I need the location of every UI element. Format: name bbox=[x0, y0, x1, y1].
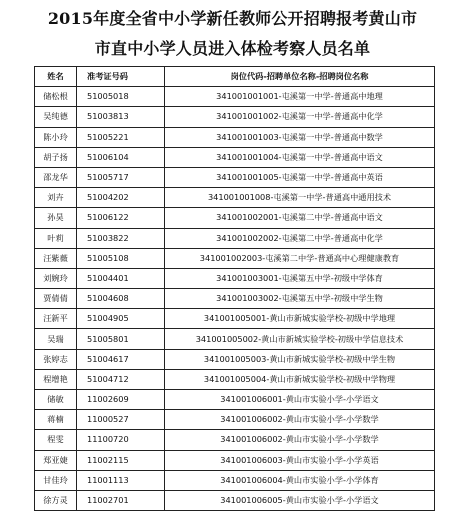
cell-position: 341001006002-黄山市实验小学-小学数学 bbox=[165, 410, 435, 430]
cell-exam-id: 51004712 bbox=[77, 369, 165, 389]
cell-name: 储松根 bbox=[35, 87, 77, 107]
cell-exam-id: 51003822 bbox=[77, 228, 165, 248]
table-body bbox=[35, 87, 435, 511]
table-row bbox=[35, 107, 435, 127]
cell-position: 341001003002-屯溪第五中学-初级中学生物 bbox=[165, 289, 435, 309]
cell-exam-id: 51005108 bbox=[77, 248, 165, 268]
header-name: 姓名 bbox=[35, 67, 77, 87]
cell-name: 郑亚婕 bbox=[35, 450, 77, 470]
document-title-line-2: 市直中小学人员进入体检考察人员名单 bbox=[94, 39, 371, 58]
cell-name: 贾倩倩 bbox=[35, 289, 77, 309]
cell-exam-id: 51005801 bbox=[77, 329, 165, 349]
cell-exam-id: 11000527 bbox=[77, 410, 165, 430]
table-row bbox=[35, 268, 435, 288]
cell-position: 341001001008-屯溪第一中学-普通高中通用技术 bbox=[165, 188, 435, 208]
cell-position: 341001001003-屯溪第一中学-普通高中数学 bbox=[165, 127, 435, 147]
cell-position: 341001001001-屯溪第一中学-普通高中地理 bbox=[165, 87, 435, 107]
candidate-table bbox=[34, 66, 435, 511]
cell-exam-id: 51006104 bbox=[77, 147, 165, 167]
cell-name: 陈小玲 bbox=[35, 127, 77, 147]
cell-position: 341001005004-黄山市新城实验学校-初级中学物理 bbox=[165, 369, 435, 389]
table-row bbox=[35, 390, 435, 410]
cell-position: 341001003001-屯溪第五中学-初级中学体育 bbox=[165, 268, 435, 288]
cell-name: 程雯 bbox=[35, 430, 77, 450]
cell-name: 汪新平 bbox=[35, 309, 77, 329]
cell-name: 邵龙华 bbox=[35, 167, 77, 187]
cell-name: 徐方灵 bbox=[35, 490, 77, 510]
cell-name: 储敏 bbox=[35, 390, 77, 410]
cell-exam-id: 51004202 bbox=[77, 188, 165, 208]
cell-position: 341001001002-屯溪第一中学-普通高中化学 bbox=[165, 107, 435, 127]
table-header-row bbox=[35, 67, 435, 87]
cell-name: 张婷志 bbox=[35, 349, 77, 369]
cell-exam-id: 51006122 bbox=[77, 208, 165, 228]
table-row bbox=[35, 450, 435, 470]
table-row bbox=[35, 369, 435, 389]
table-row bbox=[35, 87, 435, 107]
cell-exam-id: 51003813 bbox=[77, 107, 165, 127]
cell-position: 341001001005-屯溪第一中学-普通高中英语 bbox=[165, 167, 435, 187]
cell-position: 341001005003-黄山市新城实验学校-初级中学生物 bbox=[165, 349, 435, 369]
cell-position: 341001005001-黄山市新城实验学校-初级中学地理 bbox=[165, 309, 435, 329]
cell-exam-id: 51004617 bbox=[77, 349, 165, 369]
cell-position: 341001006002-黄山市实验小学-小学数学 bbox=[165, 430, 435, 450]
cell-position: 341001006003-黄山市实验小学-小学英语 bbox=[165, 450, 435, 470]
cell-exam-id: 11002701 bbox=[77, 490, 165, 510]
cell-position: 341001001004-屯溪第一中学-普通高中语文 bbox=[165, 147, 435, 167]
header-exam-id: 准考证号码 bbox=[77, 67, 165, 87]
cell-exam-id: 51004905 bbox=[77, 309, 165, 329]
cell-position: 341001002003-屯溪第二中学-普通高中心理健康教育 bbox=[165, 248, 435, 268]
table-row bbox=[35, 349, 435, 369]
cell-name: 甘佳玲 bbox=[35, 470, 77, 490]
cell-name: 蒋楠 bbox=[35, 410, 77, 430]
cell-position: 341001006004-黄山市实验小学-小学体育 bbox=[165, 470, 435, 490]
table-row bbox=[35, 208, 435, 228]
cell-position: 341001006001-黄山市实验小学-小学语文 bbox=[165, 390, 435, 410]
cell-name: 孙昊 bbox=[35, 208, 77, 228]
table-row bbox=[35, 127, 435, 147]
cell-exam-id: 11100720 bbox=[77, 430, 165, 450]
cell-exam-id: 51005717 bbox=[77, 167, 165, 187]
header-position: 岗位代码-招聘单位名称-招聘岗位名称 bbox=[165, 67, 435, 87]
table-row bbox=[35, 490, 435, 510]
cell-position: 341001002002-屯溪第二中学-普通高中化学 bbox=[165, 228, 435, 248]
table-row bbox=[35, 188, 435, 208]
cell-name: 汪紫薇 bbox=[35, 248, 77, 268]
cell-position: 341001006005-黄山市实验小学-小学语文 bbox=[165, 490, 435, 510]
cell-name: 胡子扬 bbox=[35, 147, 77, 167]
cell-exam-id: 51004608 bbox=[77, 289, 165, 309]
cell-name: 吴纯德 bbox=[35, 107, 77, 127]
cell-exam-id: 51005221 bbox=[77, 127, 165, 147]
table-row bbox=[35, 248, 435, 268]
table-row bbox=[35, 470, 435, 490]
cell-exam-id: 51004401 bbox=[77, 268, 165, 288]
table-row bbox=[35, 167, 435, 187]
cell-exam-id: 11001113 bbox=[77, 470, 165, 490]
cell-exam-id: 11002115 bbox=[77, 450, 165, 470]
table-row bbox=[35, 410, 435, 430]
cell-exam-id: 51005018 bbox=[77, 87, 165, 107]
document-title-line-1: 2015年度全省中小学新任教师公开招聘报考黄山市 bbox=[47, 9, 418, 28]
table-row bbox=[35, 289, 435, 309]
cell-name: 叶莉 bbox=[35, 228, 77, 248]
table-row bbox=[35, 147, 435, 167]
cell-name: 程增艳 bbox=[35, 369, 77, 389]
cell-position: 341001002001-屯溪第二中学-普通高中语文 bbox=[165, 208, 435, 228]
cell-exam-id: 11002609 bbox=[77, 390, 165, 410]
table-row bbox=[35, 309, 435, 329]
cell-name: 刘婉玲 bbox=[35, 268, 77, 288]
table-row bbox=[35, 329, 435, 349]
table-row bbox=[35, 430, 435, 450]
cell-name: 刘卉 bbox=[35, 188, 77, 208]
cell-name: 吴瑞 bbox=[35, 329, 77, 349]
table-row bbox=[35, 228, 435, 248]
table-header bbox=[35, 67, 435, 87]
cell-position: 341001005002-黄山市新城实验学校-初级中学信息技术 bbox=[165, 329, 435, 349]
